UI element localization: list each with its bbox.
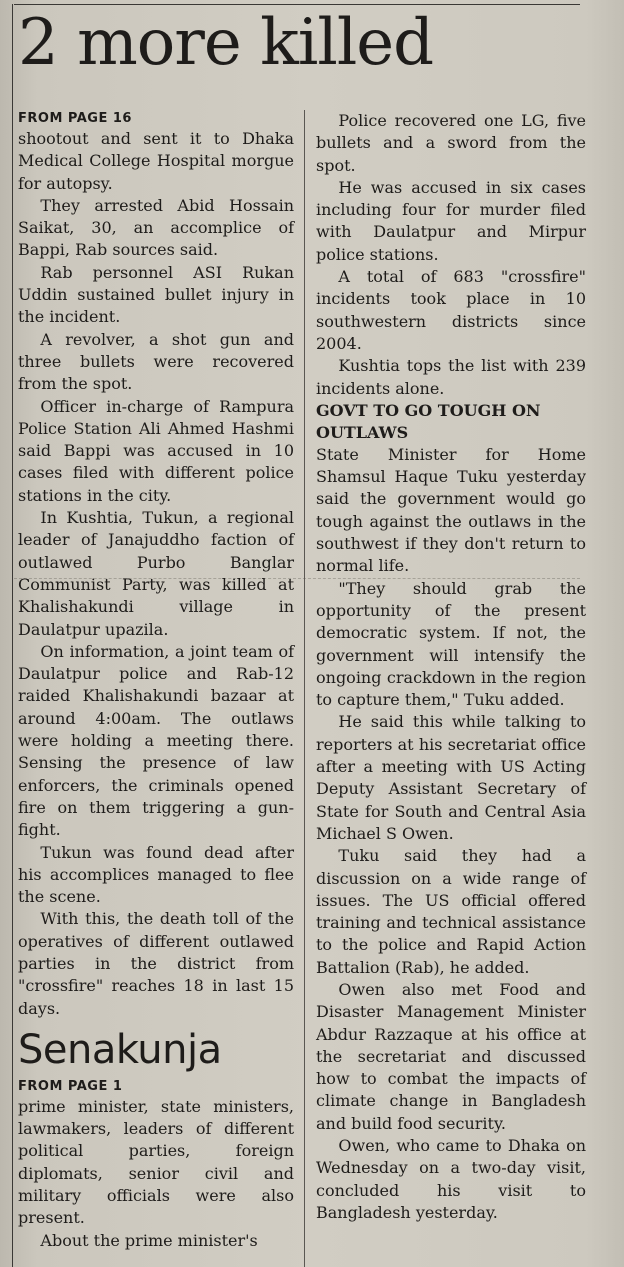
- top-rule: [14, 4, 580, 5]
- paragraph: Owen, who came to Dhaka on Wednesday on a two-day visit, concluded his visit to Bangladesh yesterday.: [316, 1136, 586, 1222]
- paragraph: "They should grab the opportunity of the present democratic system. If not, the government will intensify the ongoing crackdown in the region to capture them," Tuku added.: [316, 578, 586, 710]
- paragraph: shootout and sent it to Dhaka Medical College Hospital morgue for autopsy.: [18, 129, 294, 193]
- paragraph: Officer in-charge of Rampura Police Station Ali Ahmed Hashmi said Bappi was accused in 10 cases filed with different police stations in the city.: [18, 396, 294, 505]
- column-divider: [304, 110, 305, 1267]
- headline: 2 more killed: [18, 6, 434, 80]
- paragraph: He said this while talking to reporters at his secretariat office after a meeting with US Acting Deputy Assistant Secretary of State for South and Central Asia Michael S Owen.: [316, 712, 586, 843]
- jump-kicker: FROM PAGE 16: [18, 111, 132, 126]
- paragraph: Tuku said they had a discussion on a wide range of issues. The US official offered training and technical assistance to the police and Rapid Action Battalion (Rab), he added.: [316, 846, 586, 977]
- paragraph: A revolver, a shot gun and three bullets were recovered from the spot.: [18, 329, 294, 394]
- second-jump-kicker: FROM PAGE 1: [18, 1078, 123, 1094]
- paragraph: A total of 683 "crossfire" incidents took place in 10 southwestern districts since 2004.: [316, 267, 586, 353]
- paragraph: In Kushtia, Tukun, a regional leader of Janajuddho faction of outlawed Purbo Banglar Communist Party, was killed at Khalishakundi village in Daulatpur upazila.: [18, 508, 294, 639]
- paragraph: Rab personnel ASI Rukan Uddin sustained bullet injury in the incident.: [18, 262, 294, 327]
- paragraph: Kushtia tops the list with 239 incidents alone.: [316, 356, 586, 398]
- paragraph: About the prime minister's: [40, 1230, 258, 1250]
- article-column-right: [316, 110, 586, 1224]
- paragraph: On information, a joint team of Daulatpur police and Rab-12 raided Khalishakundi bazaar at around 4:00am. The outlaws were holding a meeting there. Sensing the presence of law enforcers, the criminals opened fire on them triggering a gun-fight.: [18, 641, 294, 840]
- article-column-left: [18, 110, 294, 1252]
- paragraph: With this, the death toll of the operatives of different outlawed parties in the district from "crossfire" reaches 18 in last 15 days.: [18, 909, 294, 1018]
- paragraph: They arrested Abid Hossain Saikat, 30, an accomplice of Bappi, Rab sources said.: [18, 195, 294, 260]
- paragraph: He was accused in six cases including four for murder filed with Daulatpur and Mirpur police stations.: [316, 177, 586, 264]
- paragraph: Police recovered one LG, five bullets and a sword from the spot.: [316, 111, 586, 175]
- paragraph: Owen also met Food and Disaster Management Minister Abdur Razzaque at his office at the secretariat and discussed how to combat the impacts of climate change in Bangladesh and build food security.: [316, 979, 586, 1133]
- paragraph: prime minister, state ministers, lawmakers, leaders of different political parties, foreign diplomats, senior civil and military officials were also present.: [18, 1096, 294, 1228]
- paragraph: Tukun was found dead after his accomplices managed to flee the scene.: [18, 842, 294, 907]
- second-headline: Senakunja: [18, 1026, 222, 1073]
- subheading: GOVT TO GO TOUGH ON OUTLAWS: [316, 400, 541, 442]
- left-rule: [12, 4, 13, 1267]
- paragraph: State Minister for Home Shamsul Haque Tuku yesterday said the government would go tough against the outlaws in the southwest if they don't return to normal life.: [316, 444, 586, 576]
